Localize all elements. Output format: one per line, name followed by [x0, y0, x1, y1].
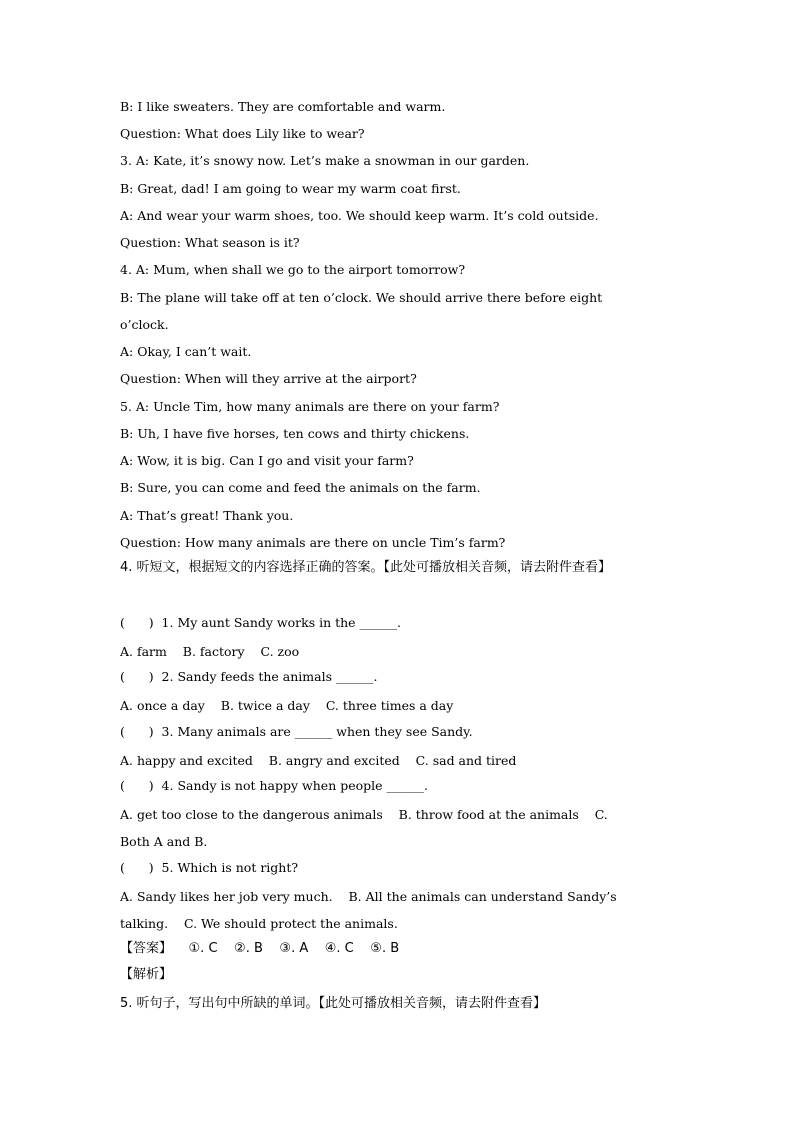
question-line: ( ) 5. Which is not right? — [120, 860, 299, 875]
options-line: A. happy and excited B. angry and excited C. sad and tired — [120, 753, 517, 768]
dialogue-line: Question: How many animals are there on uncle Tim’s farm? — [120, 535, 506, 550]
dialogue-line: A: Okay, I can’t wait. — [120, 344, 252, 359]
dialogue-line: B: I like sweaters. They are comfortable and warm. — [120, 99, 446, 114]
answer-line: 【答案】 ①. C ②. B ③. A ④. C ⑤. B — [120, 941, 400, 956]
dialogue-line: 5. A: Uncle Tim, how many animals are there on your farm? — [120, 399, 500, 414]
options-line: A. farm B. factory C. zoo — [120, 644, 300, 659]
question-line: ( ) 4. Sandy is not happy when people ______. — [120, 778, 428, 793]
section-5-heading: 5. 听句子，写出句中所缺的单词。【此处可播放相关音频，请去附件查看】 — [120, 996, 547, 1011]
dialogue-line: Question: When will they arrive at the airport? — [120, 371, 417, 386]
options-line: talking. C. We should protect the animals. — [120, 916, 398, 931]
dialogue-line: 3. A: Kate, it’s snowy now. Let’s make a snowman in our garden. — [120, 153, 530, 168]
options-line: A. once a day B. twice a day C. three times a day — [120, 698, 454, 713]
dialogue-line: A: And wear your warm shoes, too. We should keep warm. It’s cold outside. — [120, 208, 599, 223]
question-line: ( ) 2. Sandy feeds the animals ______. — [120, 669, 378, 684]
dialogue-line: B: The plane will take off at ten o’clock. We should arrive there before eight — [120, 290, 603, 305]
options-line: Both A and B. — [120, 834, 208, 849]
dialogue-line: A: That’s great! Thank you. — [120, 508, 294, 523]
dialogue-line: Question: What does Lily like to wear? — [120, 126, 365, 141]
dialogue-line: 4. A: Mum, when shall we go to the airport tomorrow? — [120, 262, 466, 277]
dialogue-line: A: Wow, it is big. Can I go and visit your farm? — [120, 453, 414, 468]
question-line: ( ) 1. My aunt Sandy works in the ______. — [120, 615, 402, 630]
options-line: A. get too close to the dangerous animals B. throw food at the animals C. — [120, 807, 608, 822]
dialogue-line: B: Sure, you can come and feed the animals on the farm. — [120, 480, 481, 495]
analysis-label: 【解析】 — [120, 967, 173, 982]
section-4-heading: 4. 听短文，根据短文的内容选择正确的答案。【此处可播放相关音频，请去附件查看】 — [120, 560, 612, 575]
dialogue-line: o’clock. — [120, 317, 169, 332]
dialogue-line: B: Great, dad! I am going to wear my warm coat first. — [120, 181, 461, 196]
question-line: ( ) 3. Many animals are ______ when they see Sandy. — [120, 724, 473, 739]
dialogue-line: Question: What season is it? — [120, 235, 300, 250]
dialogue-line: B: Uh, I have five horses, ten cows and thirty chickens. — [120, 426, 470, 441]
options-line: A. Sandy likes her job very much. B. All the animals can understand Sandy’s — [120, 889, 617, 904]
